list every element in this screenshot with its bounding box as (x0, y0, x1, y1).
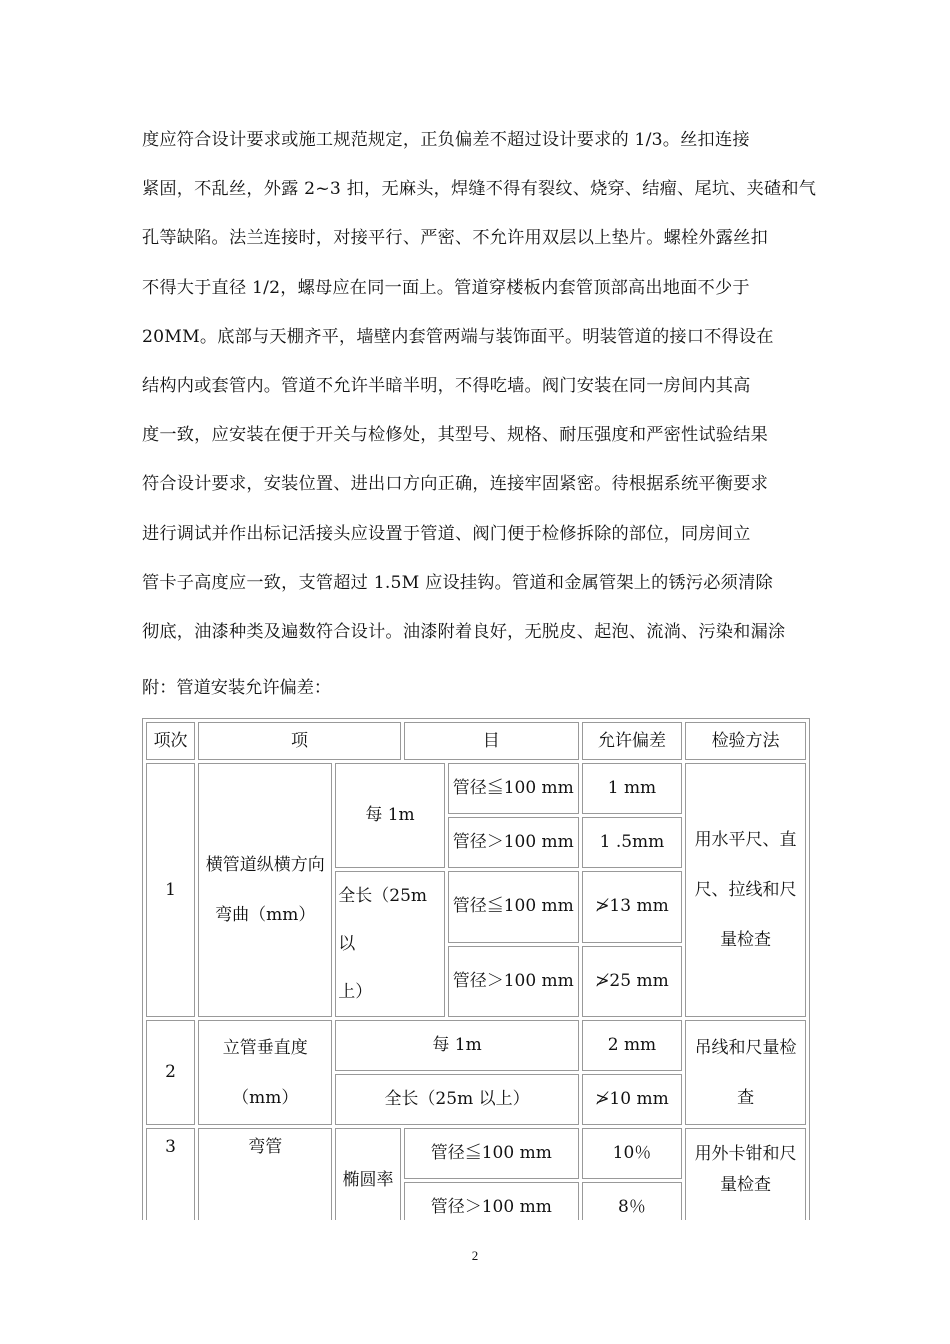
row3-d2: 管径＞100 mm (404, 1182, 579, 1220)
header-tolerance: 允许偏差 (582, 722, 682, 760)
row2-method-line2: 查 (737, 1087, 755, 1108)
row2-method (685, 1020, 806, 1125)
table-row (146, 1128, 806, 1179)
row1-d2: 管径＞100 mm (448, 817, 579, 868)
row1-d3: 管径≦100 mm (448, 871, 579, 943)
row3-sub1: 椭圆率 (335, 1128, 401, 1220)
paragraph-line: 紧固，不乱丝，外露 2~3 扣，无麻头，焊缝不得有裂纹、烧穿、结瘤、尾坑、夹碴和气 (142, 179, 817, 200)
row3-no: 3 (146, 1128, 195, 1220)
paragraph-line: 结构内或套管内。管道不允许半暗半明，不得吃墙。阀门安装在同一房间内其高 (142, 375, 751, 396)
paragraph-line: 度应符合设计要求或施工规范规定，正负偏差不超过设计要求的 1/3。丝扣连接 (142, 130, 750, 150)
row2-t2: ≯10 mm (582, 1074, 682, 1125)
row1-method-line1: 用水平尺、直 (694, 830, 797, 850)
row2-item (198, 1020, 332, 1125)
row2-item-line2: （mm） (232, 1087, 299, 1108)
table-caption: 附：管道安装允许偏差： (142, 678, 332, 698)
header-method: 检验方法 (685, 722, 806, 760)
row1-item-line1: 横管道纵横方向 (205, 855, 325, 875)
row1-sub2-line2: 上） (338, 982, 373, 1002)
paragraph-line: 不得大于直径 1/2，螺母应在同一面上。管道穿楼板内套管顶部高出地面不少于 (142, 277, 750, 298)
row1-method-line3: 量检查 (720, 930, 772, 950)
body-paragraph (142, 116, 817, 657)
row1-t4: ≯25 mm (582, 946, 682, 1018)
row1-sub1: 每 1m (335, 763, 444, 868)
row3-item: 弯管 (198, 1128, 332, 1220)
table-header-row (146, 722, 806, 760)
row1-method (685, 763, 806, 1017)
row1-no: 1 (146, 763, 195, 1017)
row1-d1: 管径≦100 mm (448, 763, 579, 814)
table-row (146, 1020, 806, 1071)
row1-item-line2: 弯曲（mm） (215, 905, 316, 925)
row1-item (198, 763, 332, 1017)
tolerance-table-wrapper (142, 718, 810, 1220)
paragraph-line: 孔等缺陷。法兰连接时，对接平行、严密、不允许用双层以上垫片。螺栓外露丝扣 (142, 228, 768, 249)
header-item-a: 项 (198, 722, 401, 760)
row3-t1: 10％ (582, 1128, 682, 1179)
row3-method (685, 1128, 806, 1220)
row1-t2: 1 .5mm (582, 817, 682, 868)
row2-sub1: 每 1m (335, 1020, 579, 1071)
row1-sub2 (335, 871, 444, 1017)
row2-no: 2 (146, 1020, 195, 1125)
row1-method-line2: 尺、拉线和尺 (694, 880, 797, 900)
paragraph-line: 度一致，应安装在便于开关与检修处，其型号、规格、耐压强度和严密性试验结果 (142, 425, 768, 446)
row1-sub2-line1: 全长（25m 以 (338, 886, 428, 954)
header-item-b: 目 (404, 722, 579, 760)
table-row (146, 763, 806, 814)
row1-t1: 1 mm (582, 763, 682, 814)
tolerance-table (142, 718, 810, 1220)
row1-t3: ≯13 mm (582, 871, 682, 943)
row3-d1: 管径≦100 mm (404, 1128, 579, 1179)
row2-item-line1: 立管垂直度 (222, 1037, 308, 1058)
row2-t1: 2 mm (582, 1020, 682, 1071)
header-no: 项次 (146, 722, 195, 760)
paragraph-line: 符合设计要求，安装位置、进出口方向正确，连接牢固紧密。待根据系统平衡要求 (142, 474, 768, 495)
row2-sub2: 全长（25m 以上） (335, 1074, 579, 1125)
paragraph-line: 彻底，油漆种类及遍数符合设计。油漆附着良好，无脱皮、起泡、流淌、污染和漏涂 (142, 621, 786, 642)
paragraph-line: 20MM。底部与天棚齐平，墙壁内套管两端与装饰面平。明装管道的接口不得设在 (142, 326, 774, 347)
row1-d4: 管径＞100 mm (448, 946, 579, 1018)
row3-method-line2: 量检查 (720, 1175, 772, 1195)
row3-t2: 8％ (582, 1182, 682, 1220)
row3-method-line1: 用外卡钳和尺 (694, 1144, 797, 1164)
paragraph-line: 管卡子高度应一致，支管超过 1.5M 应设挂钩。管道和金属管架上的锈污必须清除 (142, 572, 773, 593)
page-number: 2 (471, 1248, 479, 1263)
row2-method-line1: 吊线和尺量检 (694, 1037, 797, 1058)
paragraph-line: 进行调试并作出标记活接头应设置于管道、阀门便于检修拆除的部位，同房间立 (142, 523, 751, 544)
